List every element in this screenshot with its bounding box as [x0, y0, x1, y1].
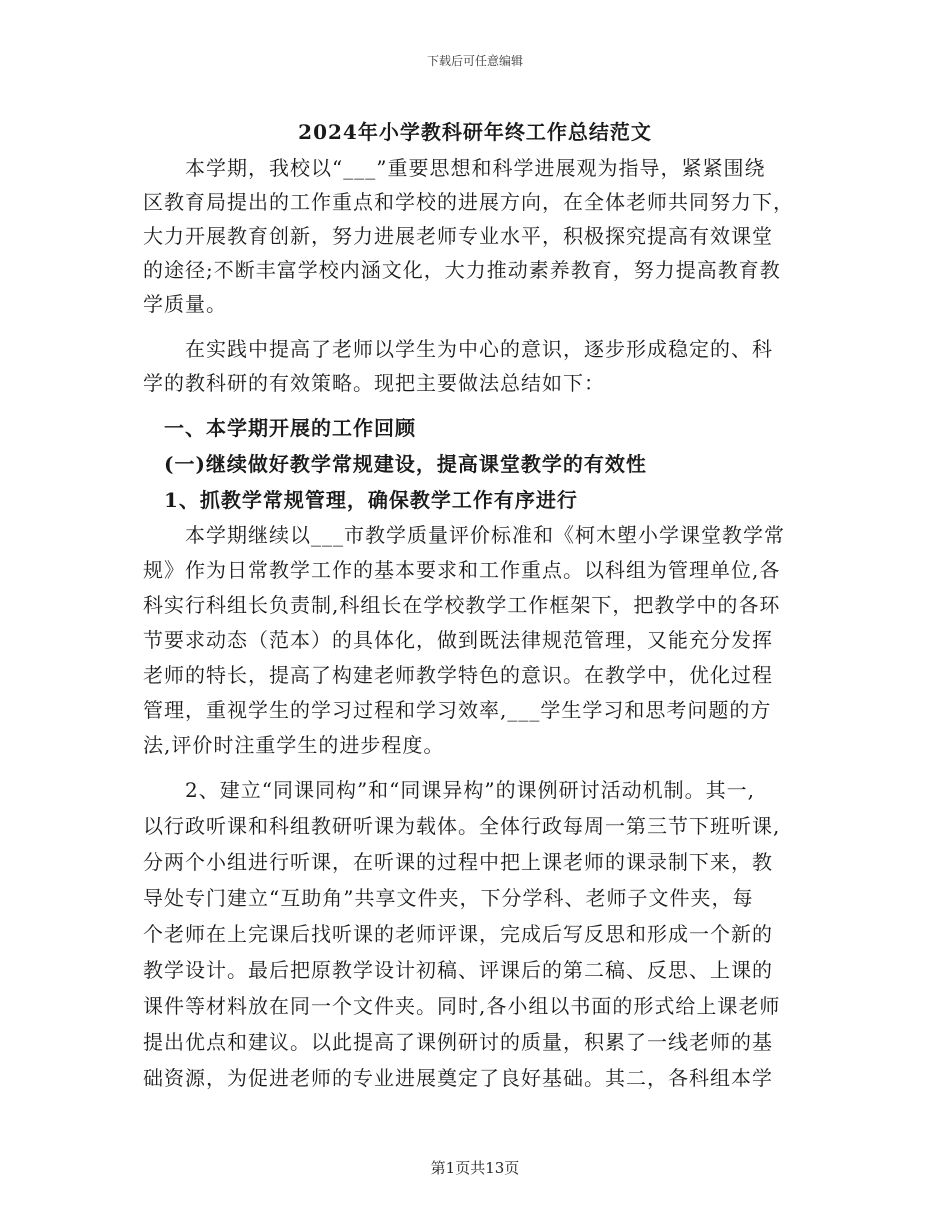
subsection-heading: (一)继续做好教学常规建设，提高课堂教学的有效性 — [143, 452, 647, 476]
page-header: 下载后可任意编辑 — [426, 54, 523, 68]
paragraph-line: 法,评价时注重学生的进步程度。 — [143, 733, 445, 757]
paragraph-line: 课件等材料放在同一个文件夹。同时,各小组以书面的形式给上课老师 — [143, 994, 781, 1018]
document-title: 2024年小学教科研年终工作总结范文 — [298, 120, 652, 144]
paragraph-line: 管理，重视学生的学习过程和学习效率,___学生学习和思考问题的方 — [143, 698, 772, 722]
paragraph-line: 大力开展教育创新，努力进展老师专业水平，积极探究提高有效课堂 — [143, 224, 773, 248]
page-footer: 第1页共13页 — [430, 1159, 520, 1177]
paragraph-line: 规》作为日常教学工作的基本要求和工作重点。以科组为管理单位,各 — [143, 558, 781, 582]
paragraph-line: 分两个小组进行听课，在听课的过程中把上课老师的课录制下来，教 — [143, 850, 773, 874]
item-heading: 1、抓教学常规管理，确保教学工作有序进行 — [143, 488, 578, 512]
paragraph-line: 本学期继续以___市教学质量评价标准和《柯木塱小学课堂教学常 — [143, 523, 785, 547]
paragraph-line: 学质量。 — [143, 292, 227, 316]
paragraph-line: 区教育局提出的工作重点和学校的进展方向，在全体老师共同努力下， — [143, 190, 794, 214]
paragraph-line: 个老师在上完课后找听课的老师评课，完成后写反思和形成一个新的 — [143, 922, 773, 946]
paragraph-line: 本学期，我校以“___”重要思想和科学进展观为指导，紧紧围绕 — [143, 156, 766, 180]
paragraph-line: 础资源，为促进老师的专业进展奠定了良好基础。其二，各科组本学 — [143, 1066, 773, 1090]
paragraph-line: 2、建立“同课同构”和“同课异构”的课例研讨活动机制。其一, — [143, 778, 755, 802]
paragraph-line: 的途径;不断丰富学校内涵文化，大力推动素养教育，努力提高教育教 — [143, 258, 781, 282]
paragraph-line: 提出优点和建议。以此提高了课例研讨的质量，积累了一线老师的基 — [143, 1030, 773, 1054]
paragraph-line: 导处专门建立“互助角”共享文件夹，下分学科、老师子文件夹，每 — [143, 886, 754, 910]
paragraph-line: 学的教科研的有效策略。现把主要做法总结如下： — [143, 371, 605, 395]
section-heading: 一、本学期开展的工作回顾 — [143, 416, 416, 440]
paragraph-line: 教学设计。最后把原教学设计初稿、评课后的第二稿、反思、上课的 — [143, 958, 773, 982]
paragraph-line: 以行政听课和科组教研听课为载体。全体行政每周一第三节下班听课, — [143, 814, 781, 838]
paragraph-line: 在实践中提高了老师以学生为中心的意识，逐步形成稳定的、科 — [143, 337, 773, 361]
paragraph-line: 科实行科组长负责制,科组长在学校教学工作框架下，把教学中的各环 — [143, 593, 781, 617]
paragraph-line: 老师的特长，提高了构建老师教学特色的意识。在教学中，优化过程 — [143, 663, 773, 687]
paragraph-line: 节要求动态（范本）的具体化，做到既法律规范管理，又能充分发挥 — [143, 628, 773, 652]
